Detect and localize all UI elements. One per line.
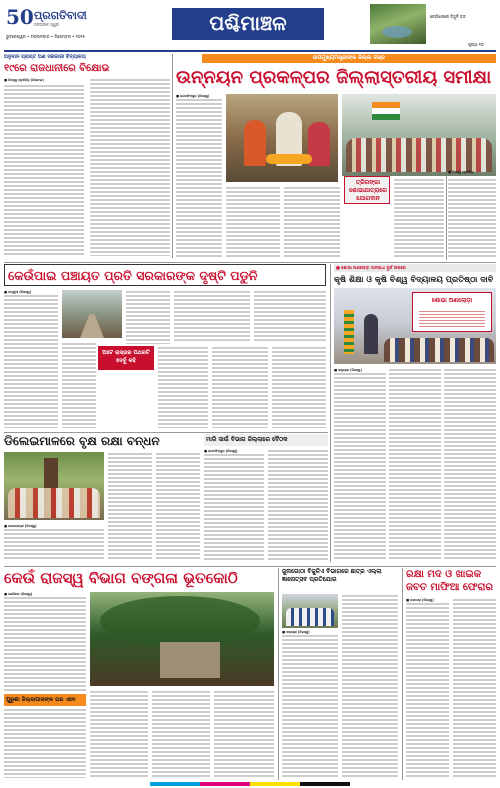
panchayat-pullquote: ଅଟେ ରାସ୍ତାର ପଥରଟି ଦେବୁଁ କହି [102, 350, 150, 364]
bungalow-headline: କେଉଁ ରାଜସ୍ୱ ବିଭାଗ ବଙ୍ଗଳା ଭୂତକୋଠି [4, 569, 238, 587]
bungalow-photo-canopy [100, 596, 260, 646]
lead-photo-crowd [346, 138, 492, 172]
section-title-band [172, 8, 324, 40]
tree-dateline: ■ ଜଗତଯାତ୍ରୀ (ନିଜସ୍ୱ) [4, 524, 37, 528]
lead-inset-text: ତ୍ରିରଙ୍ଗା ଶୋଭାଯାତ୍ରାରେ ଯୋଗଦାନ [349, 179, 387, 202]
lead-body-col-1 [176, 94, 222, 258]
panchayat-body-col-6 [212, 346, 268, 428]
panchayat-dateline: ■ ଚମ୍ପୁଆ (ନିଜସ୍ୱ) [4, 290, 32, 294]
college-stage-flowers [344, 310, 354, 354]
college-banner-board [412, 292, 492, 332]
panchayat-body-col-4 [158, 346, 208, 428]
story-middle [204, 434, 328, 564]
college-banner-text: ଶୋଭା ଅଣଲୋଡ଼ା [431, 297, 473, 304]
divider-v-top-left [172, 54, 173, 258]
top-left-body-col-1 [4, 84, 84, 256]
tree-body-col-1 [108, 452, 152, 560]
top-left-headline: ୧୯ରେ ରାଜଧାନୀରେ ବିକ୍ଷୋଭ [4, 63, 110, 74]
story-cricket [282, 568, 398, 780]
story-mafia [406, 568, 496, 780]
lead-body-col-3 [284, 186, 340, 258]
panchayat-body-col-1 [4, 290, 58, 428]
cricket-dateline: ■ ଝାଡ଼ଶ୍ରୀ (ନିଜସ୍ୱ) [282, 630, 310, 634]
print-colour-bar [150, 782, 350, 786]
lead-photo-minister [226, 94, 338, 182]
lead-dateline: ■ ଜଗତସିଂହପୁର (ନିଜସ୍ୱ) [176, 94, 210, 98]
bungalow-body-col-5 [214, 690, 274, 778]
story-tree [4, 434, 200, 564]
middle-body-col-1 [204, 449, 264, 561]
logo-name: ପ୍ରଗତିବାଦୀ [34, 9, 87, 22]
story-top-left [4, 54, 170, 258]
tree-photo-people [8, 488, 100, 518]
panchayat-pullquote-box [98, 346, 154, 370]
cricket-photo [282, 594, 338, 628]
panchayat-body-col-7 [254, 290, 326, 342]
bungalow-tag-box [4, 694, 86, 706]
lead-photo-flag [372, 102, 400, 120]
top-left-dateline: ■ ନିଜସ୍ୱ ପ୍ରତିନିଧି (ନିଶାବଲ) [4, 78, 44, 82]
panchayat-body-col-5 [174, 290, 250, 342]
section-title: ପଶ୍ଚିମାଞ୍ଚଳ [209, 11, 287, 35]
masthead-photo-pool [382, 26, 412, 38]
tree-headline: ଡିଲେଇମାଳରେ ବୃକ୍ଷ ରକ୍ଷା ବନ୍ଧନ [4, 434, 160, 448]
mafia-dateline: ■ ଦେବଗଡ଼ (ନିଜସ୍ୱ) [406, 598, 434, 602]
story-college [334, 264, 496, 562]
bungalow-body-col-4 [152, 690, 210, 778]
college-speaker-figure [364, 314, 378, 354]
masthead [0, 0, 500, 53]
panchayat-body-col-2 [62, 342, 96, 428]
page-number: ପୃଷ୍ଠା ୧୦ [468, 42, 484, 47]
lead-body-col-2 [226, 186, 280, 258]
divider-h-lower [4, 566, 496, 567]
college-photo [334, 288, 496, 364]
logo-tagline: ଜନତାଙ୍କ ସ୍ୱର [34, 22, 59, 27]
divider-h-panchayat-bottom [4, 432, 328, 433]
college-label: ■ ଶୋଭା ଅଣଲୋଡ଼ା ଜାନରାଧୀ ଦୁର୍ଗ ଉପରେ [336, 265, 406, 270]
lead-kicker: ଉପମୁଖ୍ୟମନ୍ତ୍ରୀଙ୍କ ଜିଲ୍ଲା ଗସ୍ତ [312, 55, 386, 61]
bungalow-body-col-2 [4, 708, 86, 778]
lead-photo-procession [342, 94, 496, 176]
cricket-body-col-1 [282, 630, 338, 778]
college-dateline: ■ କଲ୍ୟାଣ (ନିଜସ୍ୱ) [334, 368, 362, 372]
college-body-col-3 [444, 368, 496, 560]
lead-kicker-band [202, 54, 496, 63]
masthead-photo [370, 4, 426, 44]
panchayat-body-col-8 [272, 346, 326, 428]
tree-body-col-2 [156, 452, 200, 560]
college-label-band [334, 264, 496, 272]
college-audience-row [384, 338, 494, 362]
divider-v-bungalow [278, 568, 279, 780]
panchayat-body-col-3 [126, 290, 170, 344]
lead-right-col-a [396, 178, 444, 258]
top-left-kicker: ଅନୁଦାନ ପ୍ରାପ୍ତ ଅଣ ସରକାରୀ ବିଦ୍ୟାଳୟ [4, 54, 86, 60]
divider-v-panchayat [330, 264, 331, 562]
right-col-dateline: ■ ନିଜସ୍ୱ ପ୍ରତିନିଧି [448, 170, 474, 174]
mafia-body-col-2 [453, 598, 496, 778]
mafia-headline: ରକ୍ଷା ମଦ ଓ ଖାଇକ ଜବତ ମାଫିଆ ଫେରାର [406, 569, 494, 593]
top-left-body-col-2 [90, 78, 170, 256]
college-headline: କୃଷି ଶିକ୍ଷା ଓ କୃଷି ବିଶ୍ୱ ବିଦ୍ୟାଳୟ ପ୍ରତିଷ୍ଠା ଦାବି [334, 274, 494, 284]
bungalow-tag: ପୁରୁଣା ଜିଲ୍ଲାପାଳଙ୍କ ଘର ଏବେ [6, 697, 76, 703]
bungalow-photo [90, 592, 274, 686]
divider-v-cricket [402, 568, 403, 780]
middle-body-col-2 [268, 449, 328, 561]
tree-photo [4, 452, 104, 520]
middle-headline-band [204, 434, 328, 446]
story-bungalow [4, 568, 274, 780]
cricket-body-col-2 [342, 594, 398, 778]
middle-dateline: ■ ଜଗତସିଂହପୁର (ନିଜସ୍ୱ) [204, 449, 238, 453]
cricket-photo-players [286, 608, 334, 626]
lead-headline: ଉନ୍ନୟନ ପ୍ରକଳ୍ପର ଜିଲ୍ଲାସ୍ତରୀୟ ସମୀକ୍ଷା [176, 67, 492, 88]
cricket-headline: ଜୁନାଗୋଠା ବିଜୁଳିଏ ବିଭାଗରେ ଛାତ୍ର ଏଲ୍ଲା ଜ୍ଞାନୋତ୍ସବ ପ୍ରତିଯୋଗ [282, 568, 382, 583]
panchayat-headline-box [4, 264, 326, 286]
newspaper-logo [6, 6, 116, 28]
college-body-col-1 [334, 368, 386, 560]
college-banner-lines [419, 309, 485, 329]
masthead-side-caption: କେଉଁଝରରେ ବିଜୁଳି ବନ୍ଦ [430, 14, 466, 19]
bungalow-dateline: ■ କେଉଁଝର (ନିଜସ୍ୱ) [4, 592, 33, 596]
bungalow-body-col-1 [4, 592, 86, 692]
story-panchayat [4, 264, 326, 430]
mafia-body-col-1 [406, 598, 449, 778]
right-col-top [448, 178, 496, 258]
masthead-rule [4, 50, 496, 52]
divider-h-upper [4, 262, 496, 263]
panchayat-headline: କେଉଁପାଇ ପଞ୍ଚାୟତ ପ୍ରତି ସରକାରଙ୍କ ଦୃଷ୍ଟି ପଡୁନି [8, 268, 258, 283]
bungalow-body-col-3 [90, 690, 148, 778]
bungalow-photo-building [160, 642, 220, 678]
logo-number: 50 [6, 5, 34, 29]
lead-photo-figure-1 [244, 120, 266, 166]
middle-headline: ମାରି ସାଉଁ ବିଭାଗ ଜିଲ୍ଲାରେ ବୈଠକ [206, 436, 288, 443]
lead-inset-box [344, 176, 390, 204]
tree-body-col-3 [4, 524, 104, 560]
college-body-col-2 [389, 368, 441, 560]
panchayat-photo-road [62, 290, 122, 338]
panchayat-photo-road-strip [80, 314, 104, 338]
edition-line: ଭୁବନେଶ୍ୱର • ମଙ୍ଗଳବାର • ଡିସେମ୍ବର • ୨୦୨୫ [6, 34, 86, 39]
lead-photo-garland [266, 154, 312, 164]
divider-v-lead-right [446, 176, 447, 260]
